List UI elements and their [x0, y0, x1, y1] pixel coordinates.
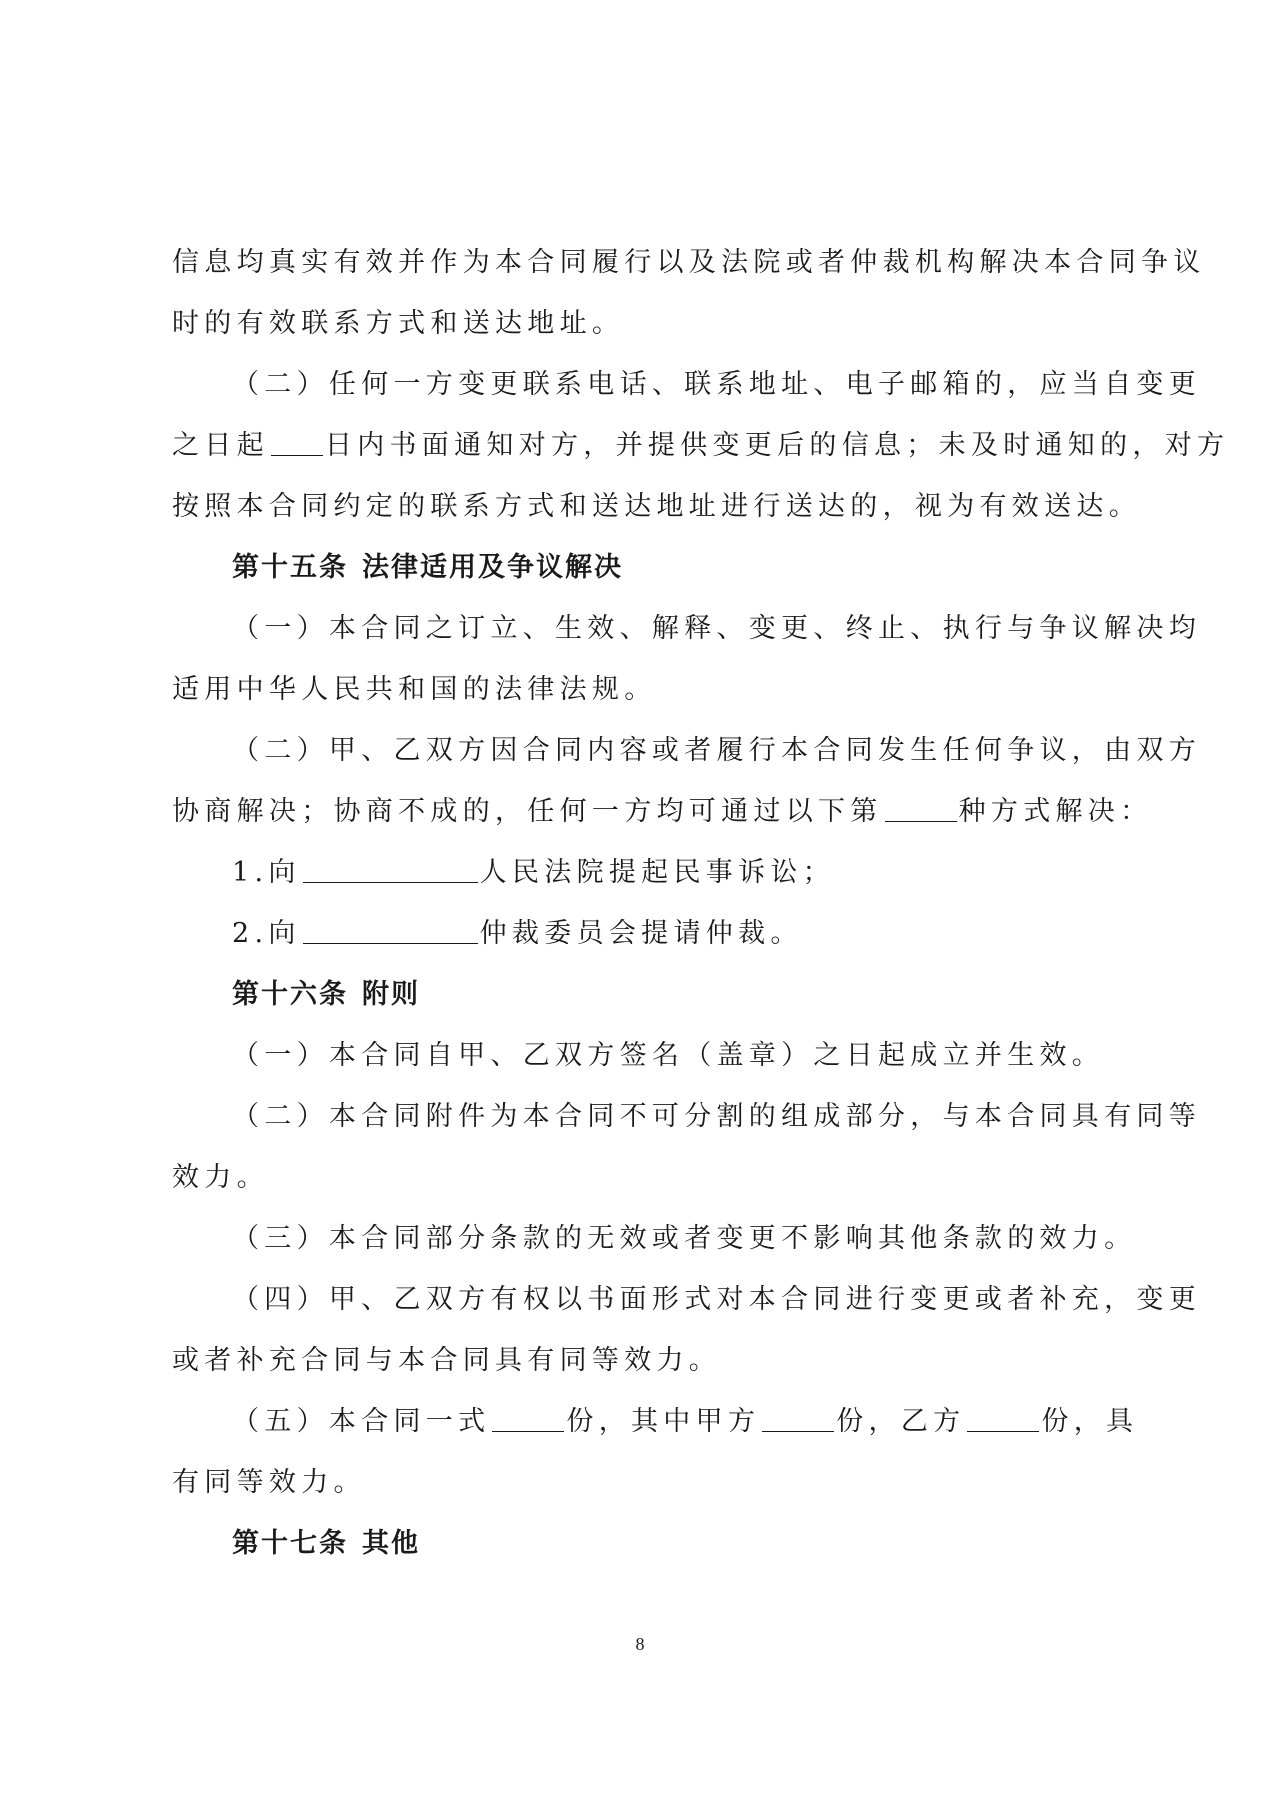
text-segment: 仲裁委员会提请仲裁。 — [479, 918, 803, 949]
text-segment: （五）本合同一式 — [232, 1406, 491, 1437]
paragraph-line: （二）甲、乙双方因合同内容或者履行本合同发生任何争议，由双方 — [232, 735, 1201, 766]
section-number: 第十五条 — [232, 552, 348, 583]
section-title: 法律适用及争议解决 — [362, 552, 623, 583]
section-title: 附则 — [362, 979, 420, 1010]
text-segment: 日内书面通知对方，并提供变更后的信息；未及时通知的，对方 — [324, 430, 1230, 461]
text-segment: 1.向 — [232, 857, 301, 888]
text-segment: 人民法院提起民事诉讼； — [479, 857, 835, 888]
paragraph-line: （一）本合同自甲、乙双方签名（盖章）之日起成立并生效。 — [232, 1040, 1105, 1071]
fill-in-blank-days — [271, 429, 323, 456]
paragraph-line: （一）本合同之订立、生效、解释、变更、终止、执行与争议解决均 — [232, 613, 1201, 644]
text-segment: 协商解决；协商不成的，任何一方均可通过以下第 — [172, 796, 883, 827]
paragraph-line: （二）本合同附件为本合同不可分割的组成部分，与本合同具有同等 — [232, 1101, 1201, 1132]
section-number: 第十七条 — [232, 1528, 348, 1559]
fill-in-blank-copies-party-a — [762, 1405, 834, 1432]
paragraph-line: （四）甲、乙双方有权以书面形式对本合同进行变更或者补充，变更 — [232, 1284, 1201, 1315]
paragraph-line: 有同等效力。 — [172, 1467, 366, 1498]
section-heading-17 — [172, 1513, 1116, 1574]
paragraph-line — [172, 1391, 1139, 1452]
fill-in-blank-copies-party-b — [967, 1405, 1039, 1432]
text-segment: 份，具 — [1041, 1406, 1139, 1437]
paragraph-line: （二）任何一方变更联系电话、联系地址、电子邮箱的，应当自变更 — [232, 369, 1201, 400]
text-segment: 份，乙方 — [836, 1406, 966, 1437]
paragraph-line — [172, 842, 1116, 903]
page-number: 8 — [635, 1634, 645, 1654]
section-heading-15 — [172, 537, 1116, 598]
paragraph-line: 效力。 — [172, 1162, 269, 1193]
paragraph-line — [172, 781, 1153, 842]
section-title: 其他 — [362, 1528, 420, 1559]
paragraph-line: 按照本合同约定的联系方式和送达地址进行送达的，视为有效送达。 — [172, 491, 1141, 522]
text-segment: 份，其中甲方 — [566, 1406, 761, 1437]
text-segment: 之日起 — [172, 430, 269, 461]
text-segment: 种方式解决： — [958, 796, 1153, 827]
paragraph-line — [172, 415, 1230, 476]
paragraph-line: 或者补充合同与本合同具有同等效力。 — [172, 1345, 722, 1376]
fill-in-blank-copies-total — [492, 1405, 564, 1432]
paragraph-line: 信息均真实有效并作为本合同履行以及法院或者仲裁机构解决本合同争议 — [172, 247, 1206, 278]
fill-in-blank-method — [885, 795, 957, 822]
section-number: 第十六条 — [232, 979, 348, 1010]
section-heading-16 — [172, 964, 1116, 1025]
document-body — [172, 232, 1230, 1574]
fill-in-blank-arbitration — [303, 917, 478, 944]
fill-in-blank-court — [303, 856, 478, 883]
text-segment: 2.向 — [232, 918, 301, 949]
paragraph-line — [172, 903, 1116, 964]
paragraph-line: 适用中华人民共和国的法律法规。 — [172, 674, 657, 705]
paragraph-line: （三）本合同部分条款的无效或者变更不影响其他条款的效力。 — [232, 1223, 1137, 1254]
paragraph-line: 时的有效联系方式和送达地址。 — [172, 308, 625, 339]
